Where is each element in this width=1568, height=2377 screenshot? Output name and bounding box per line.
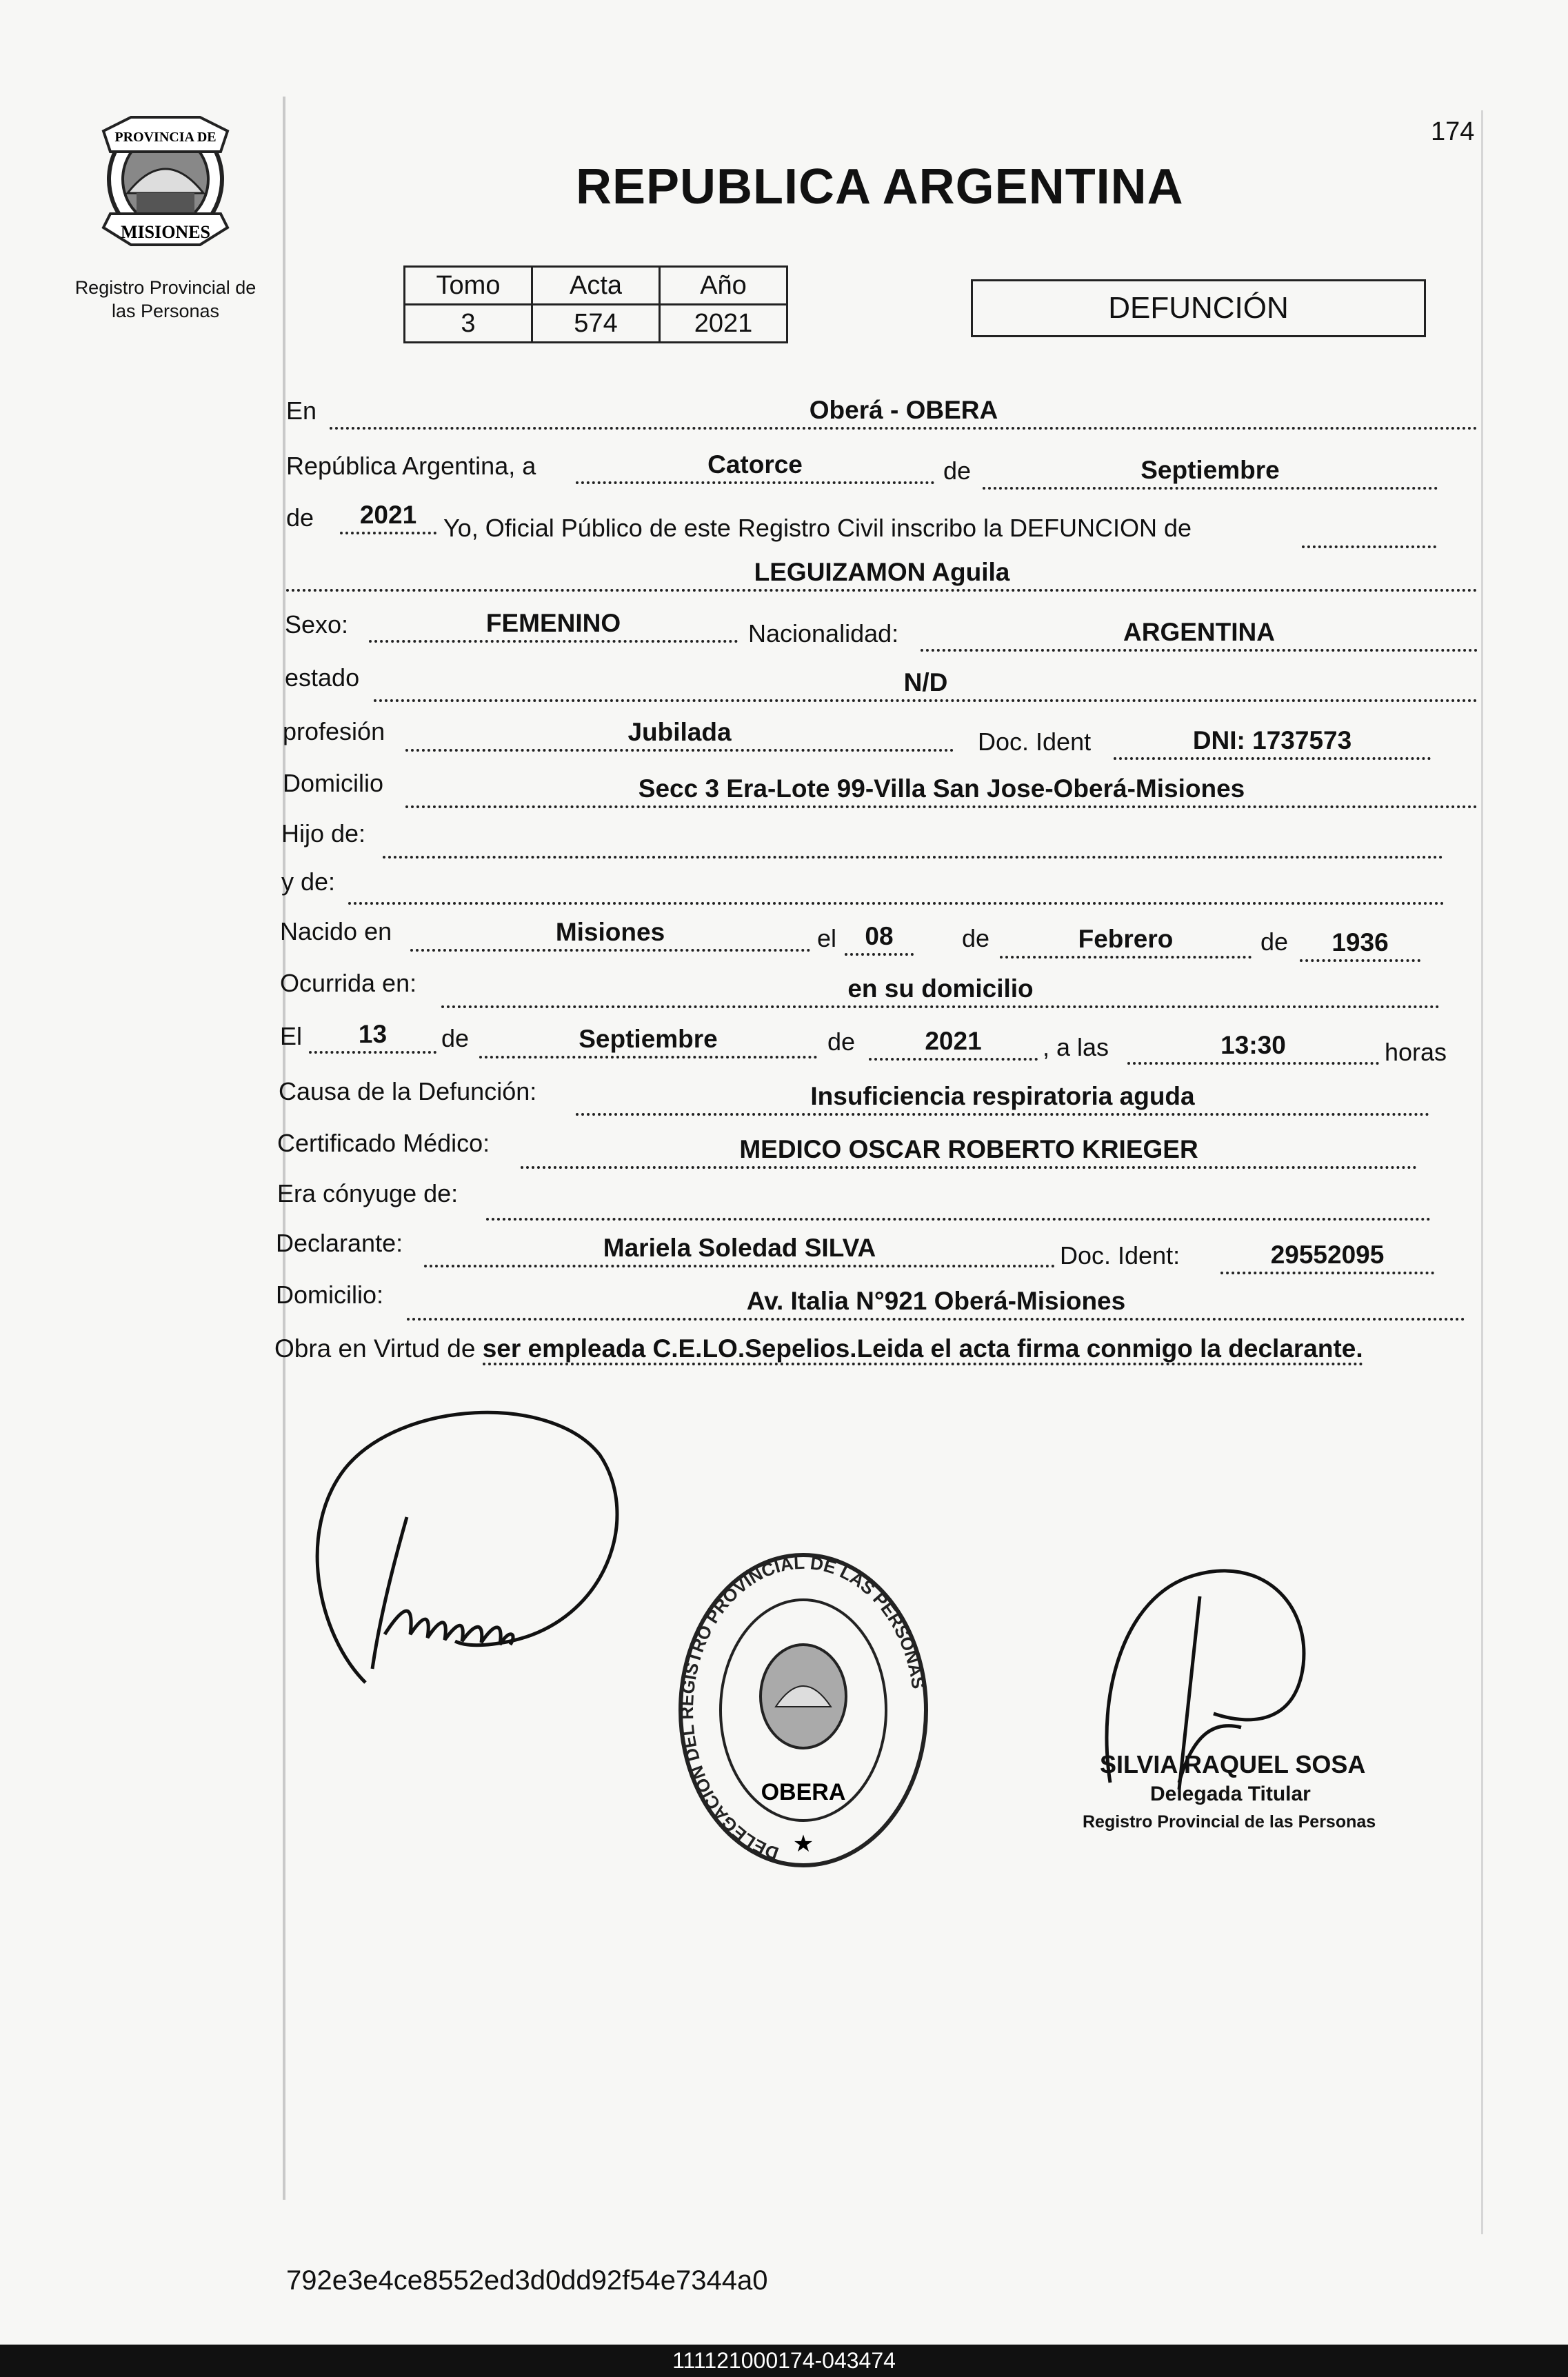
label-republica: República Argentina, a: [286, 452, 536, 480]
field-declarante-doc: 29552095: [1220, 1240, 1434, 1274]
misiones-coat-of-arms-logo: [90, 103, 241, 262]
label-conyuge: Era cónyuge de:: [277, 1179, 459, 1207]
label-el-cap: El: [280, 1022, 303, 1050]
field-ocurrida-en: en su domicilio: [441, 974, 1440, 1008]
field-def-dia: 13: [309, 1019, 436, 1054]
field-def-anio: 2021: [869, 1026, 1038, 1061]
label-certificado: Certificado Médico:: [277, 1129, 490, 1157]
label-de-2: de: [286, 503, 314, 532]
label-en: En: [286, 397, 317, 425]
label-de-1: de: [943, 457, 972, 485]
field-sexo: FEMENINO: [369, 608, 738, 643]
field-nacionalidad: ARGENTINA: [921, 617, 1478, 652]
label-domicilio-2: Domicilio:: [276, 1281, 384, 1309]
field-conyuge: [486, 1186, 1431, 1221]
field-dia-letras: Catorce: [576, 450, 934, 484]
label-de-5: de: [441, 1024, 470, 1052]
label-causa: Causa de la Defunción:: [279, 1077, 537, 1105]
label-doc-ident: Doc. Ident: [978, 728, 1092, 756]
signatory-name: SILVIA RAQUEL SOSA: [1100, 1750, 1366, 1778]
field-def-hora: 13:30: [1127, 1030, 1379, 1065]
signatory-role: Delegada Titular: [1150, 1783, 1311, 1805]
label-nacido-en: Nacido en: [280, 917, 392, 945]
label-inscribo: Yo, Oficial Público de este Registro Civil inscribo la DEFUNCION de: [443, 514, 1192, 542]
field-lugar: Oberá - OBERA: [330, 395, 1478, 430]
field-anio: 2021: [340, 500, 436, 534]
field-nac-dia: 08: [845, 921, 914, 956]
acta-type-box: DEFUNCIÓN: [971, 279, 1426, 337]
field-def-mes: Septiembre: [479, 1024, 817, 1059]
svg-text:MISIONES: MISIONES: [120, 222, 211, 242]
label-estado: estado: [285, 663, 360, 692]
label-domicilio: Domicilio: [283, 769, 384, 797]
acta-value: 574: [532, 305, 660, 343]
label-de-4: de: [1260, 927, 1289, 956]
field-certificado: MEDICO OSCAR ROBERTO KRIEGER: [521, 1134, 1417, 1169]
tomo-header: Tomo: [405, 267, 532, 305]
official-stamp: [672, 1548, 934, 1872]
acta-header: Acta: [532, 267, 660, 305]
svg-text:OBERA: OBERA: [761, 1779, 846, 1805]
field-y-de: [348, 870, 1445, 905]
field-hijo-de: [383, 824, 1443, 859]
anio-header: Año: [660, 267, 787, 305]
right-margin-line: [1481, 110, 1483, 2234]
field-profesion: Jubilada: [405, 717, 954, 752]
acta-reference-table: [403, 265, 788, 343]
label-hijo-de: Hijo de:: [281, 819, 366, 848]
label-de-6: de: [827, 1027, 856, 1056]
label-de-3: de: [962, 924, 990, 952]
field-declarante-domicilio: Av. Italia N°921 Oberá-Misiones: [407, 1286, 1465, 1321]
page-title: REPUBLICA ARGENTINA: [576, 159, 1184, 214]
page-number: 174: [1431, 117, 1475, 146]
field-declarante: Mariela Soledad SILVA: [424, 1233, 1055, 1267]
document-hash: 792e3e4ce8552ed3d0dd92f54e7344a0: [286, 2265, 768, 2296]
field-nac-anio: 1936: [1300, 927, 1420, 962]
label-nacionalidad: Nacionalidad:: [748, 619, 899, 648]
field-nombre: LEGUIZAMON Aguila: [286, 557, 1478, 592]
field-causa: Insuficiencia respiratoria aguda: [576, 1081, 1429, 1116]
field-inscribo-blank: [1302, 514, 1436, 548]
svg-text:★: ★: [792, 1830, 814, 1858]
label-profesion: profesión: [283, 717, 385, 745]
svg-text:DELEGACION DEL REGISTRO PROVIN: DELEGACION DEL REGISTRO PROVINCIAL DE LAS PERSONAS: [676, 1552, 929, 1865]
declarant-signature: [303, 1407, 641, 1696]
field-domicilio: Secc 3 Era-Lote 99-Villa San Jose-Oberá-Misiones: [405, 774, 1478, 808]
label-ocurrida-en: Ocurrida en:: [280, 969, 417, 997]
label-doc-ident-2: Doc. Ident:: [1060, 1241, 1180, 1270]
label-sexo: Sexo:: [285, 610, 349, 639]
field-mes: Septiembre: [983, 455, 1438, 490]
field-obra: ser empleada C.E.LO.Sepelios.Leida el acta firma conmigo la declarante.: [483, 1334, 1363, 1365]
anio-value: 2021: [660, 305, 787, 343]
svg-text:PROVINCIA DE: PROVINCIA DE: [114, 130, 217, 145]
field-doc-ident: DNI: 1737573: [1114, 725, 1431, 760]
footer-code: 111121000174-043474: [0, 2345, 1568, 2377]
field-nac-mes: Febrero: [1000, 924, 1252, 959]
label-declarante: Declarante:: [276, 1229, 403, 1257]
field-nacido-en: Misiones: [410, 917, 810, 952]
obra-en-virtud: Obra en Virtud de ser empleada C.E.LO.Sepelios.Leida el acta firma conmigo la declarante.: [274, 1331, 1460, 1367]
field-estado: N/D: [374, 668, 1478, 702]
tomo-value: 3: [405, 305, 532, 343]
label-a-las: , a las: [1043, 1033, 1109, 1061]
registry-label: Registro Provincial de las Personas: [74, 277, 257, 321]
signatory-org: Registro Provincial de las Personas: [1083, 1812, 1376, 1832]
label-y-de: y de:: [281, 867, 336, 896]
label-el: el: [817, 924, 837, 952]
label-horas: horas: [1385, 1038, 1447, 1066]
